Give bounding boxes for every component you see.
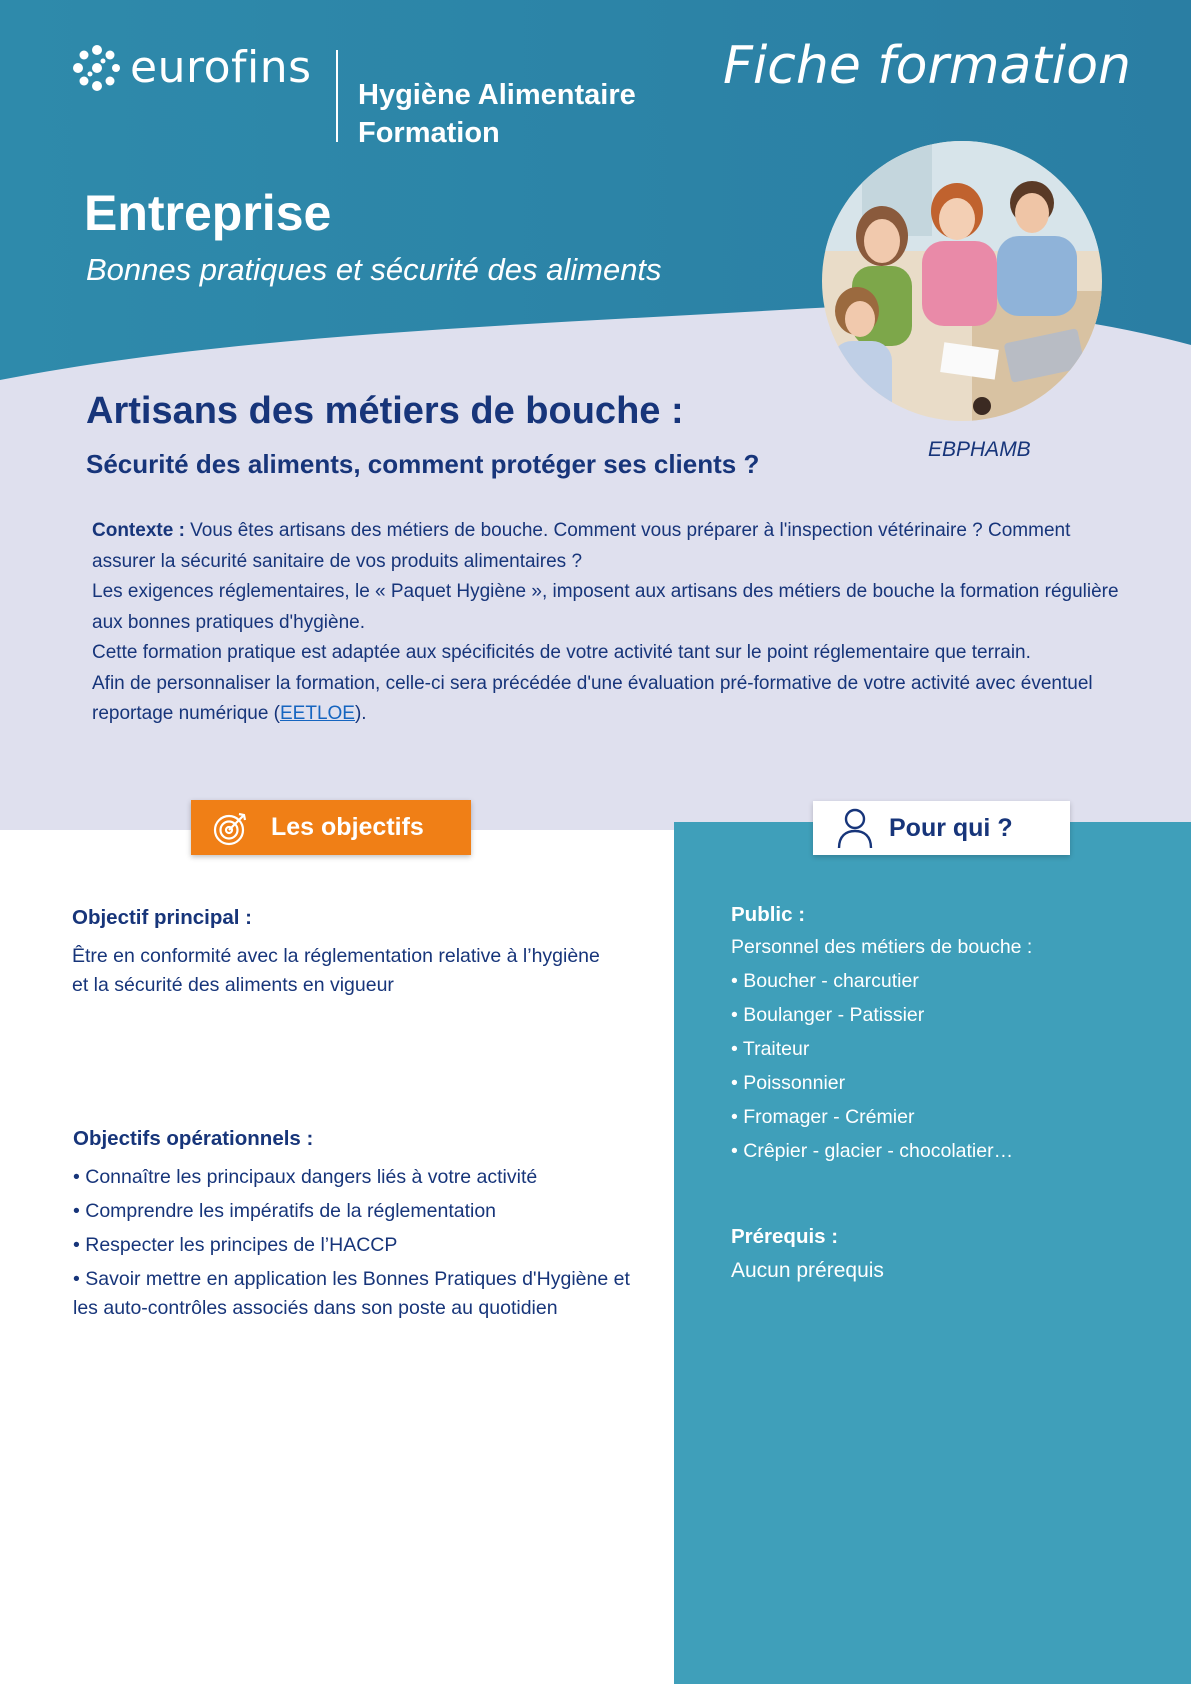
context-paragraph-3: Cette formation pratique est adaptée aux spécificités de votre activité tant sur le point réglementaire que terrain. [92,642,1031,663]
document-type: Fiche formation [722,36,1131,96]
main-objective [72,903,612,1000]
eurofins-logo [72,42,312,93]
logo-wordmark: eurofins [130,42,312,93]
sub-brand-line2: Formation [358,117,500,149]
list-item: • Respecter les principes de l’HACCP [73,1234,398,1256]
logo-divider [336,50,338,142]
context-text-4: Afin de personnaliser la formation, celle-ci sera précédée d'une évaluation pré-formative de votre activité avec éventuel reportage numérique ( [92,672,1093,724]
team-photo [822,141,1102,421]
context-text-4-end: ). [354,703,367,724]
target-icon [211,808,251,848]
main-objective-text: Être en conformité avec la réglementation relative à l’hygiène et la sécurité des aliments en vigueur [72,945,600,996]
list-item: • Fromager - Crémier [731,1106,915,1128]
context-paragraph-4 [92,669,1122,730]
audience-badge-label: Pour qui ? [889,813,1013,842]
list-item: • Traiteur [731,1038,810,1060]
list-item: • Savoir mettre en application les Bonnes Pratiques d'Hygiène et les auto-contrôles associés dans son poste au quotidien [73,1268,630,1319]
tagline: Bonnes pratiques et sécurité des aliments [86,252,662,287]
list-item: • Boulanger - Patissier [731,1004,925,1026]
list-item: • Poissonnier [731,1072,846,1094]
audience-title: Entreprise [84,185,332,241]
person-icon [835,806,875,850]
audience-badge [813,801,1070,855]
list-item: • Connaître les principaux dangers liés à votre activité [73,1166,538,1188]
eurofins-dots-icon [72,43,122,93]
course-title: Artisans des métiers de bouche : [86,390,684,432]
context-text-1: Vous êtes artisans des métiers de bouche. Comment vous préparer à l'inspection vétérinaire ? Comment assurer la sécurité sanitaire de vos produits alimentaires ? [92,520,1071,572]
prerequisites-section [731,1225,1151,1283]
list-item: • Boucher - charcutier [731,970,919,992]
sub-brand [358,76,636,152]
prerequisites-heading: Prérequis : [731,1225,839,1248]
context-paragraph-1 [92,516,1122,577]
course-code: EBPHAMB [928,438,1031,461]
operational-objectives [73,1124,633,1328]
list-item: • Comprendre les impératifs de la réglementation [73,1200,497,1222]
public-section [731,903,1151,1168]
list-item: • Crêpier - glacier - chocolatier… [731,1140,1014,1162]
context-block [92,516,1122,730]
public-intro: Personnel des métiers de bouche : [731,936,1033,958]
context-paragraph-2: Les exigences réglementaires, le « Paquet Hygiène », imposent aux artisans des métiers de bouche la formation régulière aux bonnes pratiques d'hygiène. [92,581,1119,633]
public-heading: Public : [731,903,806,926]
prerequisites-value: Aucun prérequis [731,1259,884,1282]
eetloe-link[interactable]: EETLOE [280,703,355,724]
operational-objectives-heading: Objectifs opérationnels : [73,1127,314,1150]
main-objective-heading: Objectif principal : [72,906,252,929]
objectives-badge-label: Les objectifs [271,813,424,841]
sub-brand-line1: Hygiène Alimentaire [358,79,636,111]
course-subtitle: Sécurité des aliments, comment protéger ses clients ? [86,449,760,479]
context-label: Contexte : [92,520,185,541]
objectives-badge [191,800,471,855]
